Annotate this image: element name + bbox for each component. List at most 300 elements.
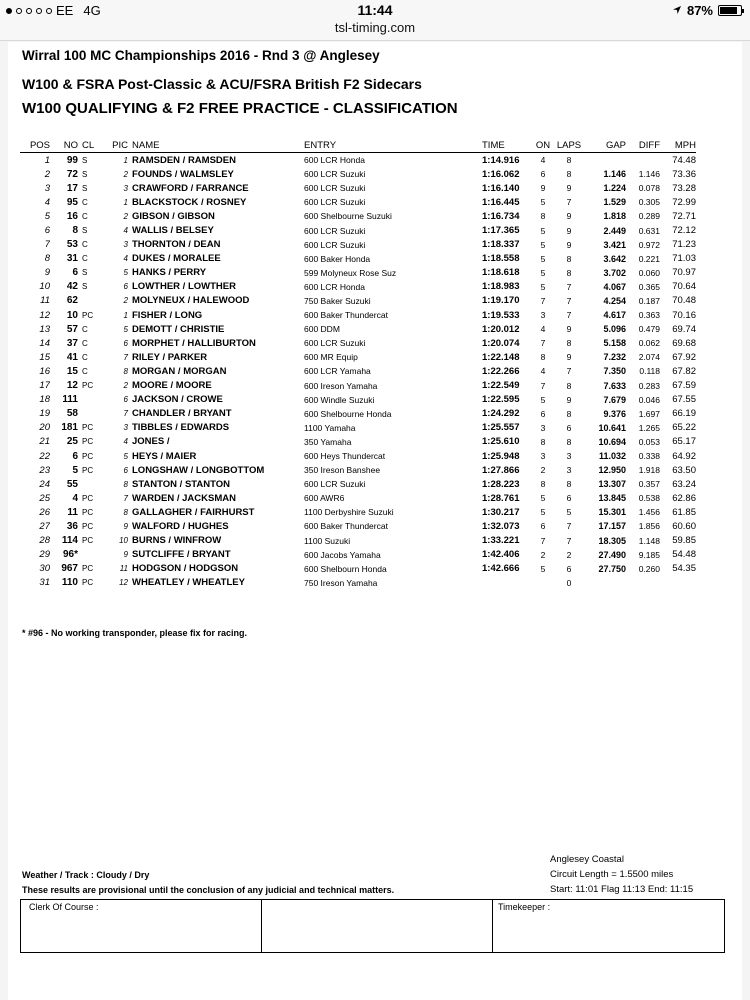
cell-entry: 600 Shelbourne Honda bbox=[304, 408, 392, 419]
cell-pic: 11 bbox=[119, 564, 128, 574]
championship-title: Wirral 100 MC Championships 2016 - Rnd 3 @ Anglesey bbox=[22, 48, 380, 63]
cell-cl: PC bbox=[82, 465, 94, 475]
cell-pos: 24 bbox=[39, 478, 50, 490]
cell-no: 36 bbox=[66, 520, 78, 532]
cell-name: HODGSON / HODGSON bbox=[132, 563, 239, 575]
cell-gap: 3.702 bbox=[603, 267, 626, 278]
cell-laps: 9 bbox=[566, 225, 572, 236]
cell-time: 1:24.292 bbox=[482, 408, 520, 420]
cell-diff: 0.060 bbox=[638, 267, 660, 278]
cell-mph: 63.24 bbox=[672, 478, 696, 490]
cell-pos: 22 bbox=[39, 450, 50, 462]
cell-pos: 6 bbox=[44, 225, 50, 237]
cell-laps: 8 bbox=[566, 408, 572, 419]
cell-on: 4 bbox=[540, 366, 546, 377]
cell-mph: 73.36 bbox=[672, 168, 696, 180]
cell-name: WALFORD / HUGHES bbox=[132, 520, 229, 532]
cell-diff: 1.918 bbox=[638, 465, 660, 476]
cell-diff: 0.538 bbox=[638, 493, 660, 504]
cell-name: WHEATLEY / WHEATLEY bbox=[132, 577, 245, 589]
cell-time: 1:22.549 bbox=[482, 380, 520, 392]
battery-percent: 87% bbox=[686, 3, 713, 18]
cell-mph: 73.28 bbox=[672, 182, 696, 194]
cell-no: 95 bbox=[66, 196, 78, 208]
cell-on: 5 bbox=[540, 507, 546, 518]
cell-laps: 8 bbox=[566, 267, 572, 278]
cell-diff: 1.456 bbox=[638, 507, 660, 518]
cell-gap: 4.617 bbox=[603, 310, 626, 321]
cell-pos: 2 bbox=[44, 168, 50, 180]
table-row bbox=[20, 322, 696, 336]
cell-no: 110 bbox=[61, 577, 78, 589]
cell-diff: 0.972 bbox=[638, 239, 660, 250]
table-row bbox=[20, 266, 696, 280]
classification-table bbox=[20, 138, 696, 590]
url-bar[interactable]: tsl-timing.com bbox=[334, 20, 416, 35]
cell-cl bbox=[78, 294, 106, 308]
column-header-cl: CL bbox=[78, 138, 106, 153]
cell-laps: 8 bbox=[566, 253, 572, 264]
cell-no: 111 bbox=[62, 394, 78, 406]
cell-pos: 23 bbox=[39, 464, 50, 476]
cell-pic: 7 bbox=[123, 409, 128, 419]
cell-pic: 2 bbox=[123, 296, 128, 306]
cell-laps: 9 bbox=[566, 394, 572, 405]
cell-entry: 600 Shelbourne Suzuki bbox=[304, 211, 392, 222]
cell-name: DUKES / MORALEE bbox=[132, 253, 221, 265]
cell-time: 1:33.221 bbox=[482, 535, 520, 547]
cell-cl: S bbox=[82, 169, 88, 179]
cell-diff: 0.363 bbox=[638, 310, 660, 321]
cell-laps: 8 bbox=[566, 155, 572, 166]
cell-laps: 6 bbox=[566, 493, 572, 504]
cell-gap: 27.490 bbox=[598, 549, 626, 560]
cell-on bbox=[530, 576, 556, 590]
cell-mph: 64.92 bbox=[672, 450, 696, 462]
cell-diff: 1.148 bbox=[638, 535, 660, 546]
cell-mph bbox=[660, 576, 696, 590]
cell-cl: C bbox=[82, 338, 88, 348]
cell-on: 5 bbox=[540, 197, 546, 208]
cell-pos: 3 bbox=[44, 182, 50, 194]
cell-cl: C bbox=[82, 352, 88, 362]
cell-laps: 8 bbox=[566, 436, 572, 447]
cell-name: SUTCLIFFE / BRYANT bbox=[132, 549, 231, 561]
cell-pic: 2 bbox=[123, 381, 128, 391]
cell-cl: C bbox=[82, 366, 88, 376]
cell-name: BLACKSTOCK / ROSNEY bbox=[132, 196, 247, 208]
cell-no: 8 bbox=[72, 225, 78, 237]
cell-pos: 7 bbox=[44, 239, 50, 251]
table-row bbox=[20, 336, 696, 350]
cell-time: 1:27.866 bbox=[482, 464, 520, 476]
cell-laps: 8 bbox=[566, 169, 572, 180]
session-times: Start: 11:01 Flag 11:13 End: 11:15 bbox=[550, 884, 694, 895]
cell-laps: 9 bbox=[566, 352, 572, 363]
cell-pos: 12 bbox=[39, 309, 50, 321]
clock: 11:44 bbox=[357, 2, 393, 18]
cell-diff: 0.118 bbox=[639, 366, 660, 377]
cell-gap: 27.750 bbox=[598, 563, 626, 574]
cell-cl bbox=[78, 477, 106, 491]
cell-name: BURNS / WINFROW bbox=[132, 535, 222, 547]
cell-cl: PC bbox=[82, 507, 94, 517]
table-row bbox=[20, 350, 696, 364]
cell-name: HEYS / MAIER bbox=[132, 450, 197, 462]
cell-pos: 5 bbox=[44, 210, 50, 222]
cell-mph: 60.60 bbox=[672, 520, 696, 532]
cell-on: 2 bbox=[540, 549, 546, 560]
cell-no: 17 bbox=[66, 182, 78, 194]
cell-cl: C bbox=[82, 197, 88, 207]
cell-mph: 69.74 bbox=[672, 323, 696, 335]
cell-gap: 1.818 bbox=[603, 211, 626, 222]
cell-entry: 350 Yamaha bbox=[304, 436, 352, 447]
table-row bbox=[20, 294, 696, 308]
cell-gap: 1.146 bbox=[603, 169, 626, 180]
cell-mph: 71.03 bbox=[672, 253, 696, 265]
cell-mph: 69.68 bbox=[672, 337, 696, 349]
cell-name: CRAWFORD / FARRANCE bbox=[132, 182, 249, 194]
cell-cl: S bbox=[82, 226, 88, 236]
cell-time: 1:19.533 bbox=[482, 309, 520, 321]
cell-cl: PC bbox=[82, 536, 94, 546]
cell-laps: 8 bbox=[566, 380, 572, 391]
cell-cl: C bbox=[82, 324, 88, 334]
cell-laps: 8 bbox=[566, 338, 572, 349]
cell-entry: 600 LCR Suzuki bbox=[304, 239, 366, 250]
cell-entry: 599 Molyneux Rose Suz bbox=[304, 267, 397, 278]
cell-pic: 7 bbox=[123, 352, 128, 362]
cell-time: 1:28.223 bbox=[482, 478, 520, 490]
cell-cl: PC bbox=[82, 310, 94, 320]
cell-no: 10 bbox=[66, 309, 78, 321]
cell-no: 6 bbox=[72, 267, 78, 279]
cell-entry: 600 LCR Suzuki bbox=[304, 338, 366, 349]
cell-cl: PC bbox=[82, 564, 94, 574]
battery-area bbox=[672, 3, 742, 18]
cell-gap: 7.350 bbox=[603, 366, 626, 377]
cell-entry: 600 Shelbourn Honda bbox=[304, 563, 387, 574]
cell-no: 15 bbox=[66, 365, 78, 377]
cell-on: 5 bbox=[540, 225, 546, 236]
cell-cl: PC bbox=[82, 423, 94, 433]
cell-cl bbox=[78, 393, 106, 407]
table-row bbox=[20, 364, 696, 378]
cell-no: 114 bbox=[61, 535, 78, 547]
cell-on: 5 bbox=[540, 253, 546, 264]
cell-entry: 350 Ireson Banshee bbox=[304, 465, 381, 476]
table-row bbox=[20, 505, 696, 519]
cell-gap: 1.224 bbox=[603, 183, 626, 194]
cell-gap: 11.032 bbox=[598, 451, 626, 462]
cell-diff: 1.146 bbox=[638, 169, 660, 180]
cell-pos: 14 bbox=[39, 337, 50, 349]
cell-no: 96* bbox=[62, 549, 78, 561]
cell-time: 1:17.365 bbox=[482, 225, 520, 237]
signature-box bbox=[20, 899, 725, 953]
cell-on: 5 bbox=[540, 267, 546, 278]
cell-laps: 8 bbox=[566, 479, 572, 490]
cell-no: 99 bbox=[66, 154, 78, 166]
column-header-gap: GAP bbox=[582, 138, 626, 153]
cell-laps: 7 bbox=[566, 366, 572, 377]
cell-gap: 1.529 bbox=[603, 197, 626, 208]
cell-name: JACKSON / CROWE bbox=[132, 394, 223, 406]
cell-on: 2 bbox=[540, 465, 546, 476]
cell-name: TIBBLES / EDWARDS bbox=[132, 422, 230, 434]
column-header-pic: PIC bbox=[106, 138, 132, 153]
cell-pos: 9 bbox=[44, 267, 50, 279]
cell-entry: 600 LCR Suzuki bbox=[304, 169, 366, 180]
cell-cl: PC bbox=[82, 578, 94, 588]
cell-no: 25 bbox=[66, 436, 78, 448]
battery-fill bbox=[720, 7, 737, 14]
cell-pos: 28 bbox=[39, 535, 50, 547]
cell-pic: 2 bbox=[123, 169, 128, 179]
cell-pos: 10 bbox=[39, 281, 50, 293]
table-row bbox=[20, 167, 696, 181]
cell-diff: 0.221 bbox=[638, 253, 660, 264]
cell-no: 55 bbox=[66, 478, 78, 490]
cell-laps: 6 bbox=[566, 422, 572, 433]
cell-time: 1:22.595 bbox=[482, 394, 520, 406]
cell-laps: 3 bbox=[566, 451, 572, 462]
clerk-of-course-label: Clerk Of Course : bbox=[29, 902, 99, 912]
cell-gap: 12.950 bbox=[598, 465, 626, 476]
cell-mph: 62.86 bbox=[672, 492, 696, 504]
cell-name: HANKS / PERRY bbox=[132, 267, 207, 279]
cell-pos: 15 bbox=[39, 351, 50, 363]
cell-time: 1:18.337 bbox=[482, 239, 520, 251]
table-row bbox=[20, 379, 696, 393]
cell-diff: 0.260 bbox=[638, 563, 660, 574]
cell-mph: 67.59 bbox=[672, 380, 696, 392]
cell-cl: S bbox=[82, 268, 88, 278]
cell-no: 42 bbox=[66, 281, 78, 293]
table-row bbox=[20, 562, 696, 576]
cell-gap bbox=[582, 576, 626, 590]
cell-on: 3 bbox=[540, 451, 546, 462]
table-row bbox=[20, 477, 696, 491]
column-header-mph: MPH bbox=[660, 138, 696, 153]
column-header-name: NAME bbox=[132, 138, 304, 153]
cell-time bbox=[482, 576, 530, 590]
cell-no: 6 bbox=[72, 450, 78, 462]
cell-laps: 2 bbox=[566, 549, 572, 560]
cell-laps: 7 bbox=[566, 521, 572, 532]
cell-pic: 5 bbox=[123, 451, 128, 461]
cell-no: 57 bbox=[66, 323, 78, 335]
cell-entry: 600 DDM bbox=[304, 324, 340, 335]
cell-pos: 27 bbox=[39, 520, 50, 532]
cell-mph: 67.82 bbox=[672, 365, 696, 377]
cell-name: JONES / bbox=[132, 436, 170, 448]
cell-pic: 4 bbox=[123, 226, 128, 236]
cell-mph: 72.12 bbox=[672, 225, 696, 237]
cell-entry: 600 Baker Thundercat bbox=[304, 521, 388, 532]
cell-name: CHANDLER / BRYANT bbox=[132, 408, 232, 420]
cell-mph: 70.16 bbox=[672, 309, 696, 321]
cell-diff: 0.078 bbox=[638, 183, 660, 194]
cell-on: 7 bbox=[540, 338, 546, 349]
cell-time: 1:16.445 bbox=[482, 196, 520, 208]
cell-name: FISHER / LONG bbox=[132, 309, 203, 321]
cell-gap: 10.694 bbox=[598, 436, 626, 447]
location-arrow-icon bbox=[672, 3, 682, 18]
cell-on: 8 bbox=[540, 352, 546, 363]
table-row bbox=[20, 181, 696, 195]
table-row bbox=[20, 280, 696, 294]
cell-pic: 8 bbox=[123, 507, 128, 517]
column-header-diff: DIFF bbox=[626, 138, 660, 153]
cell-laps: 7 bbox=[566, 295, 572, 306]
cell-name: GIBSON / GIBSON bbox=[132, 210, 215, 222]
table-row bbox=[20, 449, 696, 463]
cell-gap: 3.642 bbox=[603, 253, 626, 264]
table-row bbox=[20, 153, 696, 168]
cell-diff: 0.053 bbox=[638, 436, 660, 447]
cell-mph: 59.85 bbox=[672, 535, 696, 547]
battery-icon bbox=[718, 5, 742, 16]
cell-gap: 15.301 bbox=[598, 507, 626, 518]
cell-name: STANTON / STANTON bbox=[132, 478, 230, 490]
cell-mph: 63.50 bbox=[672, 464, 696, 476]
table-row bbox=[20, 407, 696, 421]
cell-mph: 54.48 bbox=[672, 549, 696, 561]
cell-time: 1:20.012 bbox=[482, 323, 520, 335]
cell-time: 1:25.557 bbox=[482, 422, 520, 434]
cell-cl: PC bbox=[82, 521, 94, 531]
cell-entry: 600 LCR Honda bbox=[304, 155, 365, 166]
cell-time: 1:28.761 bbox=[482, 492, 520, 504]
cell-diff: 0.289 bbox=[638, 211, 660, 222]
cell-laps: 7 bbox=[566, 310, 572, 321]
cell-cl bbox=[78, 548, 106, 562]
cell-mph: 65.22 bbox=[672, 422, 696, 434]
cell-time: 1:22.148 bbox=[482, 351, 520, 363]
cell-entry: 600 LCR Suzuki bbox=[304, 183, 366, 194]
table-row bbox=[20, 435, 696, 449]
table-row bbox=[20, 209, 696, 223]
cell-time: 1:18.983 bbox=[482, 281, 520, 293]
cell-time: 1:25.948 bbox=[482, 450, 520, 462]
cell-cl: PC bbox=[82, 381, 94, 391]
cell-cl: S bbox=[82, 282, 88, 292]
cell-entry: 600 LCR Honda bbox=[304, 281, 365, 292]
cell-on: 6 bbox=[540, 521, 546, 532]
cell-pic: 1 bbox=[123, 310, 128, 320]
cell-on: 5 bbox=[540, 394, 546, 405]
cell-diff: 0.631 bbox=[638, 225, 660, 236]
cell-mph: 70.48 bbox=[672, 295, 696, 307]
cell-time: 1:16.140 bbox=[482, 182, 520, 194]
cell-no: 31 bbox=[66, 253, 78, 265]
cell-on: 5 bbox=[540, 239, 546, 250]
table-header bbox=[20, 138, 696, 153]
cell-mph: 66.19 bbox=[672, 408, 696, 420]
divider bbox=[261, 900, 262, 952]
cell-pic: 1 bbox=[123, 197, 128, 207]
cell-gap: 13.845 bbox=[598, 493, 626, 504]
cell-name: MORPHET / HALLIBURTON bbox=[132, 337, 256, 349]
cell-laps: 9 bbox=[566, 324, 572, 335]
cell-pic: 5 bbox=[123, 324, 128, 334]
cell-no: 72 bbox=[66, 168, 78, 180]
cell-name: WARDEN / JACKSMAN bbox=[132, 492, 236, 504]
cell-time: 1:16.734 bbox=[482, 210, 520, 222]
cell-entry: 600 Jacobs Yamaha bbox=[304, 549, 381, 560]
network-type: 4G bbox=[83, 3, 101, 18]
cell-entry: 600 Heys Thundercat bbox=[304, 451, 386, 462]
table-row bbox=[20, 252, 696, 266]
cell-gap: 18.305 bbox=[598, 535, 626, 546]
table-row bbox=[20, 393, 696, 407]
cell-pic: 5 bbox=[123, 268, 128, 278]
timekeeper-label: Timekeeper : bbox=[498, 902, 551, 912]
table-row bbox=[20, 238, 696, 252]
cell-name: WALLIS / BELSEY bbox=[132, 225, 214, 237]
cell-diff: 1.265 bbox=[638, 422, 660, 433]
cell-entry: 600 LCR Suzuki bbox=[304, 197, 366, 208]
cell-pos: 11 bbox=[40, 295, 50, 307]
cell-on: 6 bbox=[540, 169, 546, 180]
cell-gap: 7.232 bbox=[603, 352, 626, 363]
circuit-info bbox=[550, 852, 693, 897]
provisional-notice: These results are provisional until the conclusion of any judicial and technical matters. bbox=[22, 885, 395, 895]
cell-gap: 4.067 bbox=[603, 281, 626, 292]
cell-entry: 750 Baker Suzuki bbox=[304, 295, 371, 306]
column-header-time: TIME bbox=[482, 138, 530, 153]
cell-entry: 750 Ireson Yamaha bbox=[304, 577, 378, 588]
cell-pos: 18 bbox=[39, 394, 50, 406]
cell-mph: 67.55 bbox=[672, 394, 696, 406]
cell-mph: 70.64 bbox=[672, 281, 696, 293]
cell-cl: PC bbox=[82, 437, 94, 447]
class-title: W100 & FSRA Post-Classic & ACU/FSRA British F2 Sidecars bbox=[22, 76, 422, 92]
cell-pic: 1 bbox=[123, 155, 128, 165]
cell-time: 1:14.916 bbox=[482, 154, 520, 166]
session-title: W100 QUALIFYING & F2 FREE PRACTICE - CLASSIFICATION bbox=[22, 100, 458, 117]
cell-gap: 13.307 bbox=[598, 479, 626, 490]
cell-pos: 20 bbox=[39, 422, 50, 434]
column-header-on: ON bbox=[530, 138, 556, 153]
cell-cl bbox=[78, 407, 106, 421]
cell-pic: 4 bbox=[123, 437, 128, 447]
cell-entry: 600 Windle Suzuki bbox=[304, 394, 375, 405]
column-header-no: NO bbox=[50, 138, 78, 153]
cell-pos: 19 bbox=[39, 408, 50, 420]
cell-pos: 4 bbox=[44, 196, 50, 208]
cell-on: 8 bbox=[540, 211, 546, 222]
cell-on: 5 bbox=[540, 493, 546, 504]
cell-name: LOWTHER / LOWTHER bbox=[132, 281, 236, 293]
cell-name: MOLYNEUX / HALEWOOD bbox=[132, 295, 250, 307]
cell-pic: 3 bbox=[123, 240, 128, 250]
cell-time: 1:16.062 bbox=[482, 168, 520, 180]
cell-no: 37 bbox=[66, 337, 78, 349]
cell-pic: 12 bbox=[119, 578, 128, 588]
cell-laps: 7 bbox=[566, 281, 572, 292]
cell-on: 7 bbox=[540, 295, 546, 306]
cell-gap: 3.421 bbox=[603, 239, 626, 250]
cell-laps: 3 bbox=[566, 465, 572, 476]
cell-mph: 71.23 bbox=[672, 239, 696, 251]
cell-no: 53 bbox=[66, 239, 78, 251]
cell-pos: 13 bbox=[39, 323, 50, 335]
weather-info: Weather / Track : Cloudy / Dry bbox=[22, 870, 150, 880]
cell-time: 1:25.610 bbox=[482, 436, 520, 448]
